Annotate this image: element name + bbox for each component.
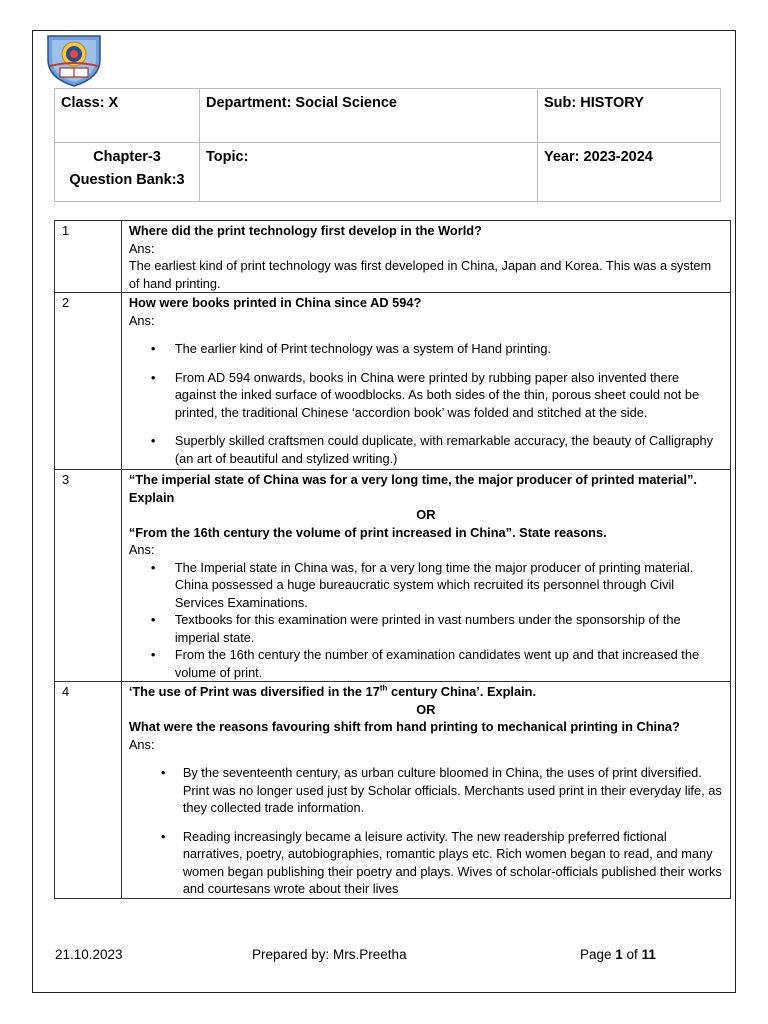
- list-item: • The Imperial state in China was, for a very long time the major producer of printing material. China possessed a huge bureaucratic system which recruited its personnel through Civil Services Examinations.: [129, 559, 723, 612]
- question-text: “The imperial state of China was for a very long time, the major producer of printed material”. Explain: [128, 472, 697, 505]
- subject-cell: Sub: HISTORY: [538, 89, 721, 143]
- year-cell: Year: 2023-2024: [538, 143, 721, 202]
- list-item: • Reading increasingly became a leisure activity. The new readership preferred fictional narratives, poetry, autobiographies, romantic plays etc. Rich women began to read, and many women began publishing their poetry and plays. Wives of scholar-officials published their works and courtesans wrote about their lives: [129, 828, 723, 898]
- page-of: of: [622, 947, 642, 962]
- or-label: OR: [416, 507, 436, 522]
- question-number: 4: [55, 682, 122, 899]
- table-row: [55, 221, 731, 293]
- question-cell: [121, 293, 730, 470]
- footer-prepared-by: Prepared by: Mrs.Preetha: [252, 947, 407, 962]
- question-alt-text: What were the reasons favouring shift from hand printing to mechanical printing in China?: [128, 719, 680, 734]
- or-label: OR: [416, 701, 436, 717]
- page-current: 1: [615, 947, 623, 962]
- question-alt-text: “From the 16th century the volume of print increased in China”. State reasons.: [128, 524, 607, 540]
- answer-list: [129, 764, 723, 898]
- list-item: • By the seventeenth century, as urban culture bloomed in China, the uses of print diversified. Print was no longer used just by Scholar officials. Merchants used print in their everyday life, as they collected trade information.: [129, 764, 723, 817]
- question-text: Where did the print technology first develop in the World?: [128, 223, 482, 238]
- answer-list: [129, 340, 723, 467]
- question-text: How were books printed in China since AD 594?: [128, 295, 422, 310]
- list-item: • From AD 594 onwards, books in China were printed by rubbing paper also invented there against the inked surface of woodblocks. As both sides of the thin, porous sheet could not be printed, the traditional Chinese ‘accordion book’ was folded and stitched at the side.: [129, 369, 723, 422]
- ans-label: Ans:: [128, 312, 155, 328]
- header-table: [54, 88, 721, 202]
- topic-cell: Topic:: [200, 143, 538, 202]
- chapter-label: Chapter-3: [93, 149, 161, 165]
- table-row: [55, 293, 731, 470]
- question-cell: [121, 470, 730, 682]
- chapter-cell: [55, 143, 200, 202]
- question-cell: [121, 221, 730, 293]
- footer-page-number: [580, 947, 656, 962]
- footer-date: 21.10.2023: [55, 947, 123, 962]
- ans-label: Ans:: [128, 736, 155, 752]
- class-cell: Class: X: [55, 89, 200, 143]
- department-cell: Department: Social Science: [200, 89, 538, 143]
- question-text-post: century China’. Explain.: [387, 684, 537, 699]
- table-row: [55, 682, 731, 899]
- ans-label: Ans:: [128, 542, 155, 557]
- question-number: 2: [55, 293, 122, 470]
- page-prefix: Page: [580, 947, 616, 962]
- page-total: 11: [641, 947, 656, 962]
- table-row: [55, 470, 731, 682]
- ans-label: Ans:: [128, 240, 155, 256]
- list-item: • Textbooks for this examination were printed in vast numbers under the sponsorship of the imperial state.: [129, 611, 723, 646]
- question-superscript: th: [379, 683, 388, 693]
- list-item: • Superbly skilled craftsmen could duplicate, with remarkable accuracy, the beauty of Calligraphy (an art of beautiful and stylized writing.): [129, 432, 723, 467]
- school-logo-icon: [44, 30, 104, 88]
- question-text: [129, 683, 723, 701]
- list-item: • From the 16th century the number of examination candidates went up and that increased the volume of print.: [129, 646, 723, 681]
- question-table: [54, 220, 731, 899]
- answer-text: The earliest kind of print technology was first developed in China, Japan and Korea. This was a system of hand printing.: [128, 258, 712, 291]
- list-item: • The earlier kind of Print technology was a system of Hand printing.: [129, 340, 723, 358]
- answer-list: [129, 559, 723, 682]
- question-cell: [121, 682, 730, 899]
- question-bank-label: Question Bank:3: [69, 172, 185, 188]
- question-text-pre: ‘The use of Print was diversified in the 17: [128, 684, 380, 699]
- question-number: 3: [55, 470, 122, 682]
- question-number: 1: [55, 221, 122, 293]
